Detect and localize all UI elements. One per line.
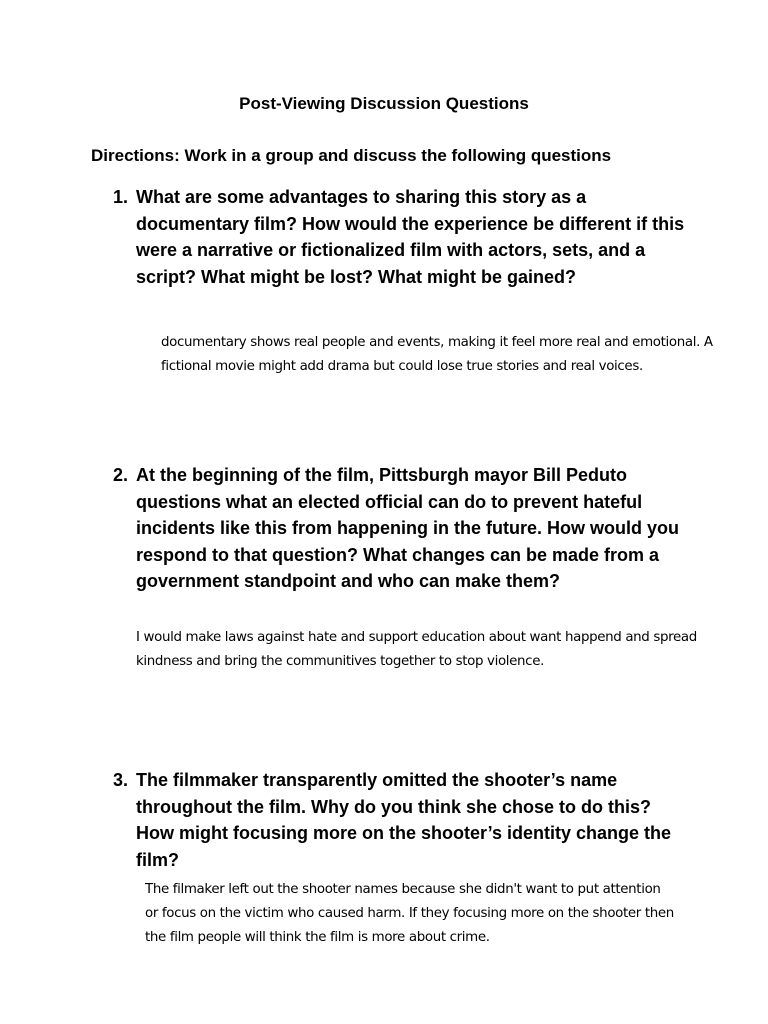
question-item bbox=[113, 184, 693, 290]
question-number: 2. bbox=[113, 465, 129, 485]
question-number: 1. bbox=[113, 187, 129, 207]
question-number: 3. bbox=[113, 770, 129, 790]
answer-text: I would make laws against hate and support education about want happend and spread kindness and bring the communitives together to stop violence. bbox=[136, 630, 697, 669]
page-title: Post-Viewing Discussion Questions bbox=[239, 94, 529, 113]
question-item bbox=[113, 767, 693, 873]
answer-text: documentary shows real people and events, making it feel more real and emotional. A fictional movie might add drama but could lose true stories and real voices. bbox=[161, 335, 713, 374]
directions-text: Directions: Work in a group and discuss the following questions bbox=[91, 146, 612, 165]
question-text: At the beginning of the film, Pittsburgh mayor Bill Peduto questions what an elected official can do to prevent hateful incidents like this from happening in the future. How would you respond to that question? What changes can be made from a government standpoint and who can make them? bbox=[136, 465, 680, 591]
question-text: What are some advantages to sharing this story as a documentary film? How would the experience be different if this were a narrative or fictionalized film with actors, sets, and a script? What might be lost? What might be gained? bbox=[136, 187, 685, 287]
answer-text: The filmaker left out the shooter names because she didn't want to put attention or focus on the victim who caused harm. If they focusing more on the shooter then the film people will think the film is more about crime. bbox=[145, 882, 674, 945]
question-item bbox=[113, 462, 693, 595]
question-text: The filmmaker transparently omitted the shooter’s name throughout the film. Why do you think she chose to do this? How might focusing more on the shooter’s identity change the film? bbox=[136, 770, 672, 870]
